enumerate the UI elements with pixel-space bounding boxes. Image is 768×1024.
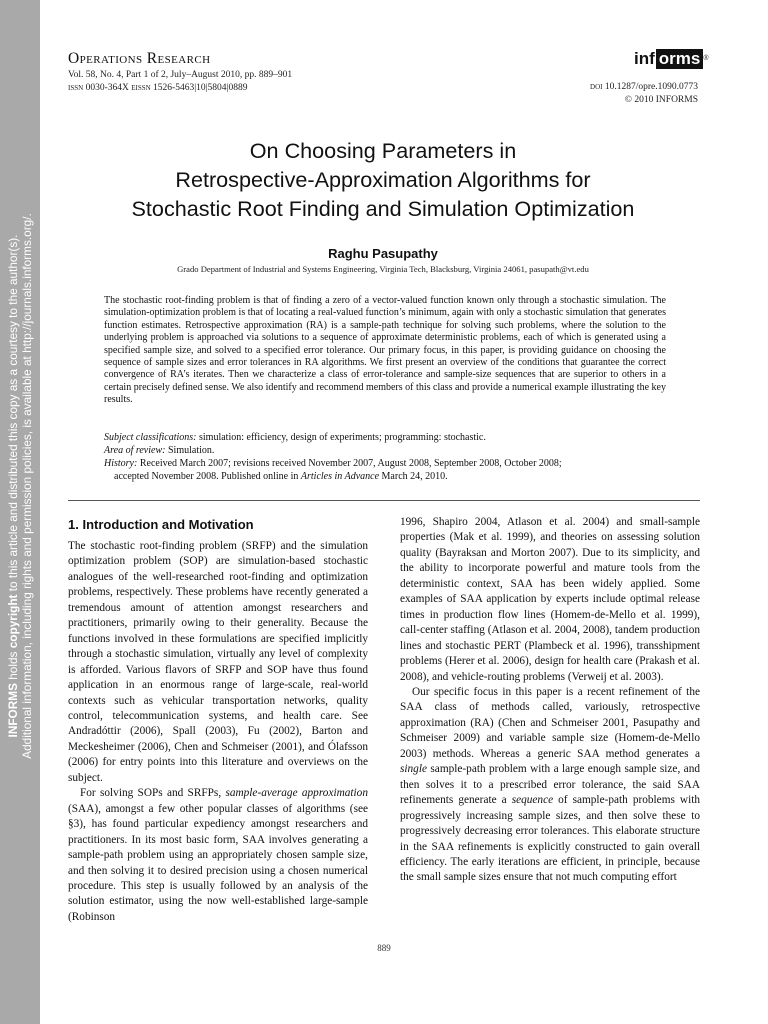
informs-brand: INFORMS	[6, 683, 20, 738]
volume-line: Vol. 58, No. 4, Part 1 of 2, July–August 2010, pp. 889–901	[68, 70, 293, 80]
copyright-line: © 2010 INFORMS	[624, 95, 698, 105]
paragraph-4: Our specific focus in this paper is a recent refinement of the SAA class of methods called, variously, retrospective approximation (RA) (Chen and Schmeiser 2001, Pasupathy and Schmeiser 2009) and variable sample size (Homem-de-Mello 2003) methods. Whereas a generic SAA method generates a single sample-path problem with a large enough sample size, and then solves it to a prescribed error tolerance, the said SAA refinements generate a sequence of sample-path problems with progressively increasing sample sizes, and then solve these to progressively decreasing error tolerances. This elaborate structure in the SAA refinements is explicitly constructed to gain overall efficiency. The early iterations are efficient, in principle, because the small sample sizes ensure that not much computing effort	[400, 685, 700, 884]
author-affiliation: Grado Department of Industrial and Systems Engineering, Virginia Tech, Blacksburg, Virginia 24061, pasupath@vt.edu	[177, 264, 589, 274]
section-heading: 1. Introduction and Motivation	[68, 517, 254, 532]
page-number: 889	[377, 943, 391, 953]
divider	[68, 500, 700, 501]
copyright-line-1: INFORMS holds copyright to this article and distributed this copy as a courtesy to the author(s).	[6, 234, 20, 738]
history: History: Received March 2007; revisions received November 2007, August 2008, September 2008, October 2008;	[104, 458, 562, 469]
doi-line: doi 10.1287/opre.1090.0773	[590, 82, 698, 92]
journal-name: Operations Research	[68, 50, 211, 67]
left-column	[68, 516, 368, 925]
article-title: On Choosing Parameters in Retrospective-Approximation Algorithms for Stochastic Root Finding and Simulation Optimization	[131, 138, 635, 221]
history-continued: accepted November 2008. Published online in Articles in Advance March 24, 2010.	[114, 471, 448, 482]
copyright-sidebar	[0, 0, 40, 1024]
paragraph-1: The stochastic root-finding problem (SRFP) and the simulation optimization problem (SOP) are simulation-based stochastic analogues of the well-researched root-finding and optimization problems, respectively. These problems have recently generated a tremendous amount of attention amongst researchers and practitioners, primarily owing to their generality. Because the functions involved in these formulations are specified implicitly through a stochastic simulation, virtually any level of complexity is afforded. Various flavors of SRFP and SOP have thus found application in an enormous range of large-scale, real-world contexts such as vehicular transportation networks, quality control, telecommunication systems, and health care. See Andradóttir (2006), Spall (2003), Fu (2002), Barton and Meckesheimer (2006), Chen and Schmeiser (2001), and Ólafsson (2006) for entry points into this literature and overviews on the subject.	[68, 540, 368, 784]
paragraph-2: For solving SOPs and SRFPs, sample-average approximation (SAA), amongst a few other popular classes of algorithms (see §3), has found particular expediency amongst researchers and practitioners. In its most basic form, SAA involves generating a sample-path problem using an appropriately chosen sample size, and then solving it to desired precision using a chosen numerical procedure. This step is usually followed by an analysis of the solution estimator, using the now well-established large-sample (Robinson	[68, 787, 368, 923]
abstract: The stochastic root-finding problem is that of finding a zero of a vector-valued function known only through a stochastic simulation. The simulation-optimization problem is that of locating a real-valued function’s minimum, again with only a stochastic simulation that generates function estimates. Retrospective approximation (RA) is a sample-path technique for solving such problems, where the solution to the underlying problem is approached via solutions to a sequence of approximate deterministic problems, each of which is generated using a specified sample size, and solved to a specified error tolerance. Our primary focus, in this paper, is providing guidance on choosing the sequence of sample sizes and error tolerances in RA algorithms. We first present an overview of the conditions that guarantee the correct convergence of RA’s iterates. Then we characterize a class of error-tolerance and sample-size sequences that are superior to others in a certain precisely defined sense. We also identify and recommend members of this class and provide a numerical example illustrating the key results.	[104, 295, 666, 406]
right-column	[400, 515, 700, 886]
author-name: Raghu Pasupathy	[328, 246, 438, 261]
informs-logo: inf orms ®	[634, 49, 709, 68]
journal-meta	[68, 69, 292, 95]
paragraph-3: 1996, Shapiro 2004, Atlason et al. 2004) and small-sample properties (Mak et al. 1999), and theories on assessing solution quality (Bayraksan and Morton 2007). Due to its simplicity, and the ability to incorporate powerful and mature tools from the deterministic context, SAA has been widely applied. Some examples of SAA application by experts include optimal release times in production flow lines (Homem-de-Mello et al. 1999), call-center staffing (Atlason et al. 2004, 2008), tandem production lines and stochastic PERT (Plambeck et al. 1996), transshipment problems (Herer et al. 2006), design for health care (Prakash et al. 2008), and vehicle-routing problems (Verweij et al. 2003).	[400, 516, 700, 683]
article-metadata	[104, 431, 666, 483]
doi-block	[590, 81, 698, 107]
copyright-notice	[6, 0, 34, 986]
copyright-line-2: Additional information, including rights and permission policies, is available at http://journals.informs.org/.	[20, 213, 34, 759]
issn-line: issn 0030-364X eissn 1526-5463|10|5804|0889	[68, 83, 248, 93]
copyright-word: copyright	[6, 594, 20, 649]
subject-classifications: Subject classifications: simulation: efficiency, design of experiments; programming: stochastic.	[104, 432, 486, 443]
area-of-review: Area of review: Simulation.	[104, 445, 215, 456]
